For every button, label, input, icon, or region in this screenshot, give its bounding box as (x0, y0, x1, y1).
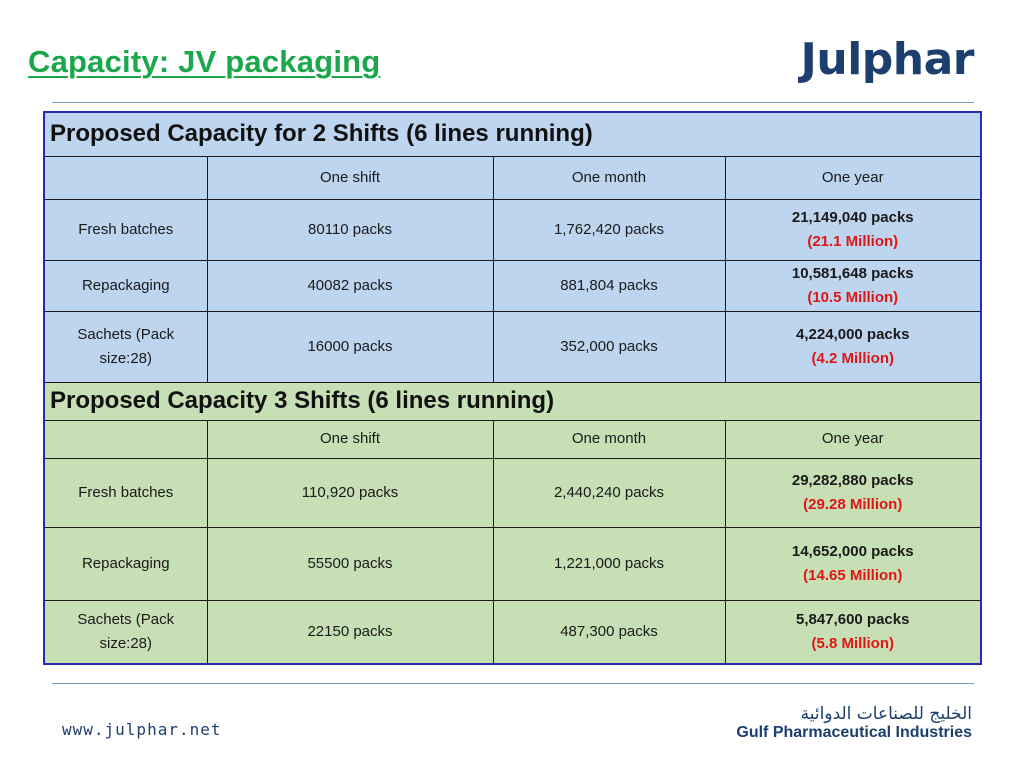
table-row (44, 527, 981, 600)
year-million: (29.28 Million) (803, 495, 903, 513)
cell-one-shift: 22150 packs (207, 600, 493, 664)
column-header-row (44, 420, 981, 458)
cell-one-year (725, 199, 981, 260)
cell-one-shift: 55500 packs (207, 527, 493, 600)
column-header-row (44, 156, 981, 199)
year-million: (21.1 Million) (807, 232, 899, 250)
column-header-one-month: One month (493, 420, 725, 458)
row-label: Fresh batches (44, 199, 207, 260)
cell-one-month: 1,221,000 packs (493, 527, 725, 600)
slide-title: Capacity: JV packaging (28, 44, 381, 79)
cell-one-month: 2,440,240 packs (493, 458, 725, 527)
capacity-table (43, 111, 982, 665)
year-million: (5.8 Million) (811, 634, 894, 652)
table-row (44, 199, 981, 260)
cell-one-year (725, 311, 981, 382)
cell-one-year (725, 600, 981, 664)
year-million: (14.65 Million) (803, 566, 903, 584)
julphar-logo: Julphar (800, 34, 974, 85)
year-value: 4,224,000 packs (796, 325, 910, 343)
company-name-arabic: الخليج للصناعات الدوائية (800, 704, 972, 724)
cell-one-month: 881,804 packs (493, 260, 725, 311)
company-name-english: Gulf Pharmaceutical Industries (736, 724, 972, 741)
cell-one-shift: 80110 packs (207, 199, 493, 260)
cell-one-shift: 16000 packs (207, 311, 493, 382)
cell-one-year (725, 527, 981, 600)
year-million: (10.5 Million) (807, 288, 899, 306)
section-heading-2-shifts: Proposed Capacity for 2 Shifts (6 lines running) (44, 112, 981, 156)
website-url: www.julphar.net (62, 720, 222, 739)
cell-one-shift: 40082 packs (207, 260, 493, 311)
year-value: 10,581,648 packs (791, 264, 914, 282)
section-heading-3-shifts: Proposed Capacity 3 Shifts (6 lines running) (44, 382, 981, 420)
table-row (44, 311, 981, 382)
header-divider (52, 102, 974, 103)
year-value: 21,149,040 packs (791, 208, 914, 226)
section-header-row (44, 112, 981, 156)
cell-one-year (725, 260, 981, 311)
table-row (44, 600, 981, 664)
column-header-one-year: One year (725, 156, 981, 199)
column-header-empty (44, 420, 207, 458)
column-header-empty (44, 156, 207, 199)
table-row (44, 260, 981, 311)
column-header-one-shift: One shift (207, 156, 493, 199)
year-value: 5,847,600 packs (796, 610, 910, 628)
cell-one-year (725, 458, 981, 527)
row-label: Fresh batches (44, 458, 207, 527)
cell-one-shift: 110,920 packs (207, 458, 493, 527)
column-header-one-shift: One shift (207, 420, 493, 458)
footer-divider (52, 683, 974, 684)
year-value: 29,282,880 packs (791, 471, 914, 489)
row-label: Repackaging (44, 527, 207, 600)
cell-one-month: 487,300 packs (493, 600, 725, 664)
table-row (44, 458, 981, 527)
year-value: 14,652,000 packs (791, 542, 914, 560)
row-label: Repackaging (44, 260, 207, 311)
cell-one-month: 352,000 packs (493, 311, 725, 382)
row-label: Sachets (Pack size:28) (44, 600, 207, 664)
cell-one-month: 1,762,420 packs (493, 199, 725, 260)
row-label: Sachets (Pack size:28) (44, 311, 207, 382)
column-header-one-month: One month (493, 156, 725, 199)
column-header-one-year: One year (725, 420, 981, 458)
year-million: (4.2 Million) (811, 349, 894, 367)
section-header-row (44, 382, 981, 420)
